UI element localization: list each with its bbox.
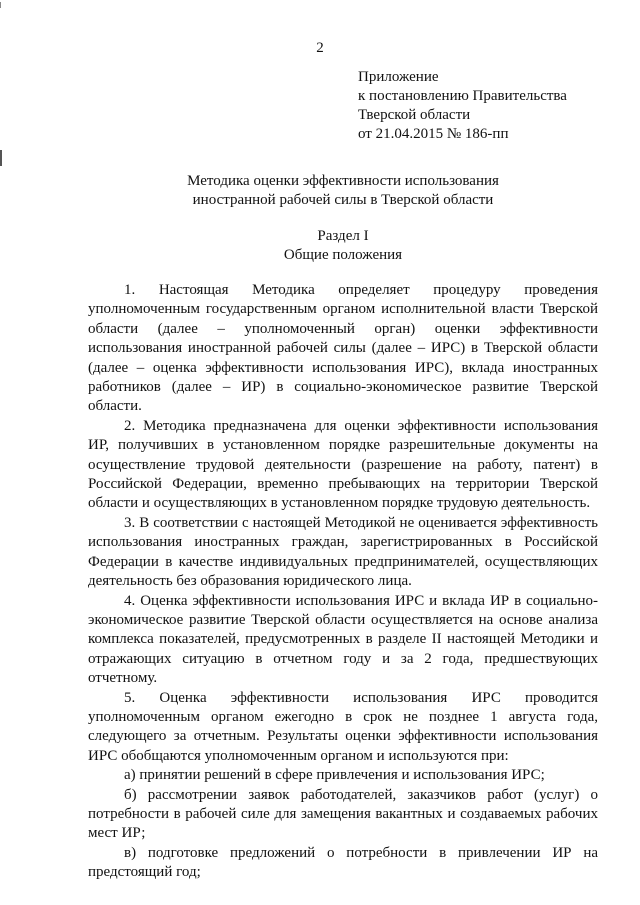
paragraph: 5. Оценка эффективности использования ИРС проводится уполномоченным органом ежегодно в срок не позднее 1 августа года, следующего за отчетным. Результаты оценки эффективности использования ИРС обобщаются уполномоченным органом и используются при: [88,689,598,764]
list-item: а) принятии решений в сфере привлечения и использования ИРС; [124,767,545,784]
appendix-line: Приложение [358,69,439,85]
section-heading [60,227,626,265]
appendix-block [358,68,567,144]
section-name: Общие положения [283,247,403,263]
appendix-line: к постановлению Правительства [358,88,567,104]
appendix-line: от 21.04.2015 № 186-пп [358,126,509,142]
title-line: иностранной рабочей силы в Тверской области [192,192,494,208]
section-number: Раздел I [317,228,369,244]
paragraph: 4. Оценка эффективности использования ИРС и вклада ИР в социально-экономическое развитие Тверской области осуществляется на основе анализа комплекса показателей, предусмотренных в разделе II настоящей Методики и отражающих ситуацию в отчетном году и за 2 года, предшествующих отчетному. [88,592,598,687]
paragraph: 3. В соответствии с настоящей Методикой не оценивается эффективность использования иностранных граждан, зарегистрированных в Российской Федерации в качестве индивидуальных предпринимателей, осуществляющих деятельность без образования юридического лица. [88,514,598,590]
title-line: Методика оценки эффективности использования [187,173,499,189]
document-title [60,172,626,210]
appendix-line: Тверской области [358,107,471,123]
body-text [88,281,598,883]
paragraph: 2. Методика предназначена для оценки эффективности использования ИР, получивших в установленном порядке разрешительные документы на осуществление трудовой деятельности (разрешение на работу, патент) в Российской Федерации, временно пребывающих на территории Тверской области и осуществляющих в установленном порядке трудовую деятельность. [88,417,598,512]
scan-mark [0,2,1,8]
paragraph: 1. Настоящая Методика определяет процедуру проведения уполномоченным государственным органом исполнительной власти Тверской области (далее – уполномоченный орган) оценки эффективности использования иностранной рабочей силы (далее – ИРС) в Тверской области (далее – оценка эффективности использования ИРС), вклада иностранных работников (далее – ИР) в социально-экономическое развитие Тверской области. [88,282,598,415]
scan-mark [0,150,2,166]
list-item: б) рассмотрении заявок работодателей, заказчиков работ (услуг) о потребности в рабочей силе для замещения вакантных и создаваемых рабочих мест ИР; [88,786,598,842]
list-item: в) подготовке предложений о потребности в привлечении ИР на предстоящий год; [88,844,598,881]
page-number: 2 [316,40,324,56]
